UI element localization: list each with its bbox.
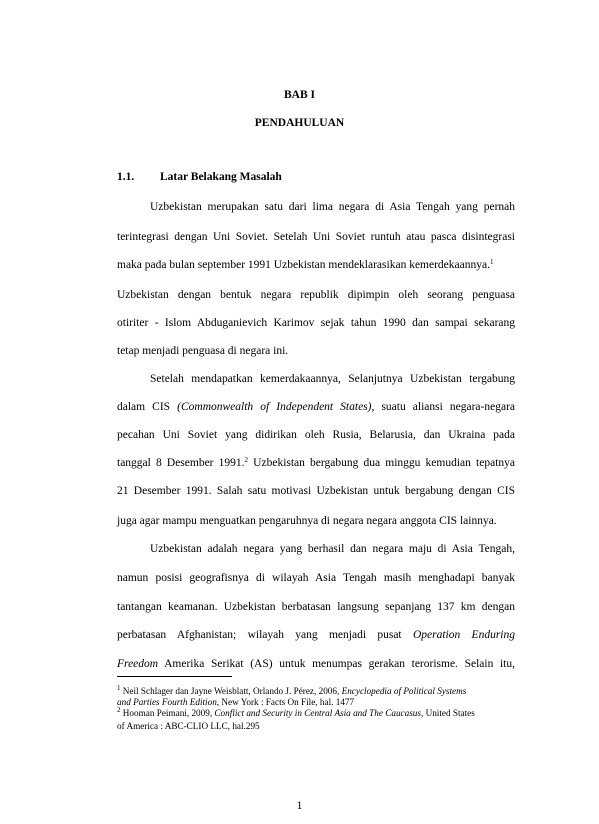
text-segment: Amerika Serikat (AS) untuk menumpas gerakan terorisme. Selain itu, (158, 658, 515, 670)
text-segment: Operation Enduring (412, 629, 515, 641)
text-segment: dalam CIS (117, 401, 178, 413)
body-line (117, 514, 515, 528)
text-segment: juga agar mampu menguatkan pengaruhnya di negara negara anggota CIS lainnya. (117, 515, 497, 527)
footnote-ref: 1 (489, 258, 494, 266)
body-line (117, 628, 515, 642)
body-line (117, 600, 515, 614)
body-line (117, 484, 515, 498)
text-segment: (Commonwealth of Independent States) (177, 401, 372, 413)
body-line (117, 571, 515, 585)
text-segment: Neil Schlager dan Jayne Weisblatt, Orlando J. Pérez, 2006, (120, 686, 342, 696)
text-segment: , United States (420, 708, 475, 718)
text-segment: Conflict and Security in Central Asia and The Caucasus (214, 708, 421, 718)
text-segment: and Parties Fourth Edition (117, 697, 217, 707)
body-line (117, 400, 515, 414)
page-number: 1 (296, 800, 303, 812)
text-segment: Setelah mendapatkan kemerdakaannya, Selanjutnya Uzbekistan tergabung (150, 373, 515, 385)
body-line (117, 657, 515, 671)
body-line (117, 344, 515, 358)
text-segment: perbatasan Afghanistan; wilayah yang menjadi pusat (117, 629, 413, 641)
text-segment: tanggal 8 Desember 1991. (117, 457, 245, 469)
body-line (117, 288, 515, 302)
text-segment: Uzbekistan dengan bentuk negara republik dipimpin oleh seorang penguasa (117, 289, 515, 301)
section-number: 1.1. (117, 171, 135, 183)
chapter-number: BAB I (284, 89, 315, 101)
footnote-line (117, 686, 517, 698)
section-title: Latar Belakang Masalah (160, 171, 282, 183)
text-segment: Encyclopedia of Political Systems (341, 686, 467, 696)
footnote-line (117, 708, 517, 720)
text-segment: pecahan Uni Soviet yang didirikan oleh Rusia, Belarusia, dan Ukraina pada (117, 429, 515, 441)
footnote-line (117, 721, 517, 733)
body-line (117, 258, 515, 272)
text-segment: namun posisi geografisnya di wilayah Asia Tengah masih menghadapi banyak (117, 572, 515, 584)
footnote-ref: 2 (117, 706, 121, 714)
text-segment: 21 Desember 1991. Salah satu motivasi Uzbekistan untuk bergabung dengan CIS (117, 485, 515, 497)
text-segment: , suatu aliansi negara-negara (371, 401, 516, 413)
body-line (117, 456, 515, 470)
footnote-separator (117, 676, 232, 677)
text-segment: Uzbekistan merupakan satu dari lima negara di Asia Tengah yang pernah (150, 201, 515, 213)
section-heading (117, 171, 282, 183)
body-line (117, 372, 515, 386)
text-segment: of America : ABC-CLIO LLC, hal.295 (117, 721, 260, 731)
text-segment: maka pada bulan september 1991 Uzbekistan mendeklarasikan kemerdekaannya. (117, 259, 490, 271)
text-segment: Uzbekistan bergabung dua minggu kemudian tepatnya (248, 457, 516, 469)
footnote-ref: 1 (117, 684, 121, 692)
text-segment: tantangan keamanan. Uzbekistan berbatasan langsung sepanjang 137 km dengan (117, 601, 515, 613)
footnote-ref: 2 (244, 456, 249, 464)
text-segment: Uzbekistan adalah negara yang berhasil dan negara maju di Asia Tengah, (150, 543, 515, 555)
chapter-title: PENDAHULUAN (254, 117, 345, 129)
text-segment: terintegrasi dengan Uni Soviet. Setelah Uni Soviet runtuh atau pasca disintegrasi (117, 231, 515, 243)
text-segment: tetap menjadi penguasa di negara ini. (117, 345, 289, 357)
body-line (117, 200, 515, 214)
text-segment: otiriter - Islom Abduganievich Karimov sejak tahun 1990 dan sampai sekarang (117, 317, 515, 329)
body-line (117, 428, 515, 442)
body-line (117, 316, 515, 330)
text-segment: Freedom (117, 658, 159, 670)
body-line (117, 230, 515, 244)
text-segment: , New York : Facts On File, hal. 1477 (216, 697, 355, 707)
text-segment: Hooman Peimani, 2009, (120, 708, 215, 718)
body-line (117, 542, 515, 556)
footnote-line (117, 697, 517, 709)
